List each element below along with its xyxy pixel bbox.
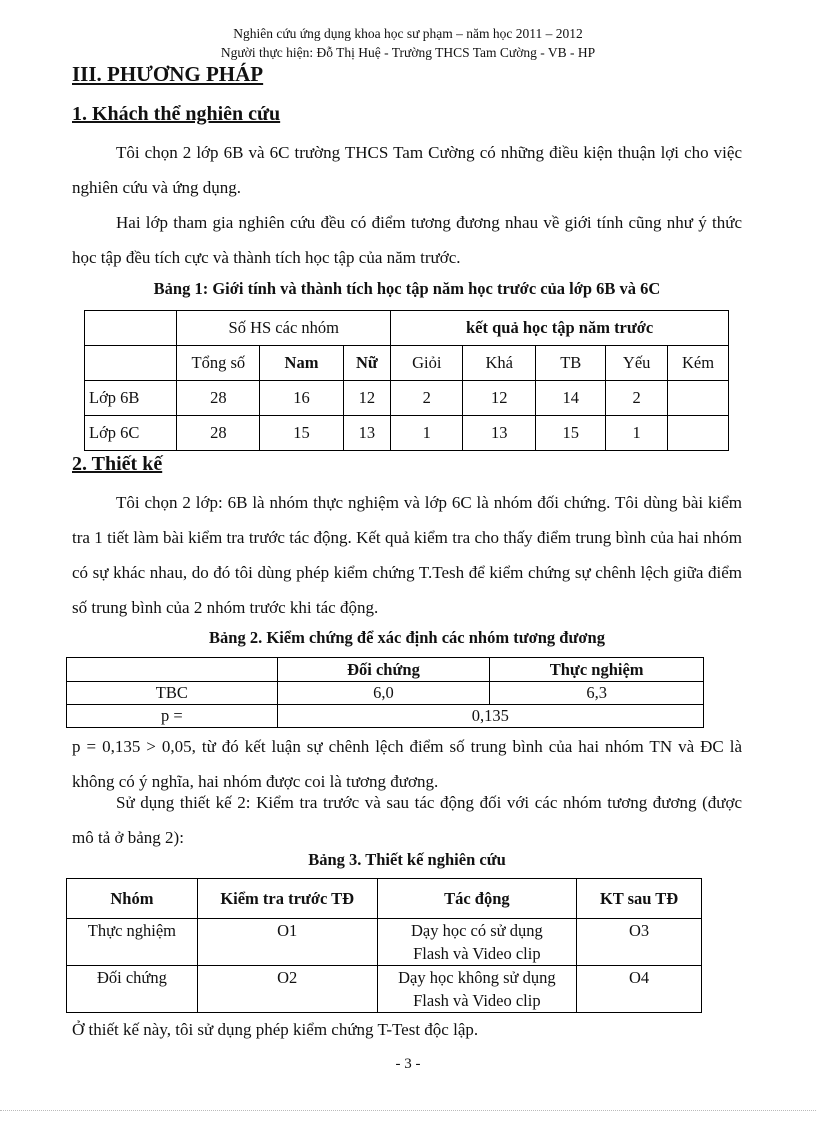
page-number: - 3 - xyxy=(395,1056,421,1072)
table-cell: 0,135 xyxy=(277,705,703,728)
table2-corner-cell xyxy=(67,658,278,682)
table-cell xyxy=(668,381,729,416)
table-cell: O1 xyxy=(197,919,377,966)
table3-col-header: Kiểm tra trước TĐ xyxy=(197,879,377,919)
table-cell: O4 xyxy=(577,966,702,1013)
table2-col-header: Thực nghiệm xyxy=(490,658,704,682)
table-cell: 1 xyxy=(606,416,668,451)
table1-col-header: Giỏi xyxy=(391,346,463,381)
table-1 xyxy=(84,310,729,451)
table3-action-cell xyxy=(377,919,577,966)
table2-caption: Bảng 2. Kiểm chứng để xác định các nhóm tương đương xyxy=(209,628,605,647)
section-title: III. PHƯƠNG PHÁP xyxy=(72,62,264,86)
table-cell: 14 xyxy=(536,381,606,416)
page-bottom-divider xyxy=(0,1110,816,1111)
table1-group-header-2: kết quả học tập năm trước xyxy=(391,311,729,346)
table-row xyxy=(67,705,704,728)
table-cell: 13 xyxy=(343,416,391,451)
table-row xyxy=(67,682,704,705)
table1-row-label: Lớp 6C xyxy=(85,416,177,451)
table-cell: 12 xyxy=(343,381,391,416)
header-line-2: Người thực hiện: Đỗ Thị Huệ - Trường THCS Tam Cường - VB - HP xyxy=(220,45,596,60)
table1-col-header: Khá xyxy=(463,346,536,381)
header-line-1: Nghiên cứu ứng dụng khoa học sư phạm – năm học 2011 – 2012 xyxy=(233,26,583,41)
table3-caption: Bảng 3. Thiết kế nghiên cứu xyxy=(308,850,506,869)
table1-empty-cell xyxy=(85,346,177,381)
table-row xyxy=(85,416,729,451)
table3-action-line: Flash và Video clip xyxy=(413,991,541,1010)
table-cell: 12 xyxy=(463,381,536,416)
table3-group-cell: Đối chứng xyxy=(67,966,198,1013)
table-cell: 28 xyxy=(177,416,260,451)
table1-col-header: Kém xyxy=(668,346,729,381)
table-cell: 13 xyxy=(463,416,536,451)
closing-paragraph: Ở thiết kế này, tôi sử dụng phép kiểm chứng T-Test độc lập. xyxy=(72,1020,479,1039)
table-cell: O3 xyxy=(577,919,702,966)
table-cell: 6,3 xyxy=(490,682,704,705)
subsection-1-title: 1. Khách thể nghiên cứu xyxy=(72,103,281,125)
sub1-paragraph-1: Tôi chọn 2 lớp 6B và 6C trường THCS Tam Cường có những điều kiện thuận lợi cho việc nghiên cứu và ứng dụng. xyxy=(72,143,742,197)
table-3 xyxy=(66,878,702,1013)
page-header xyxy=(0,24,816,62)
table2-row-label: p = xyxy=(67,705,278,728)
table1-group-header-1: Số HS các nhóm xyxy=(177,311,391,346)
table3-group-cell: Thực nghiệm xyxy=(67,919,198,966)
table-cell: 16 xyxy=(260,381,343,416)
table-row xyxy=(67,919,702,966)
table2-col-header: Đối chứng xyxy=(277,658,490,682)
table1-col-header: Nữ xyxy=(343,346,391,381)
table3-action-cell xyxy=(377,966,577,1013)
table3-action-line: Flash và Video clip xyxy=(413,944,541,963)
table1-corner-cell xyxy=(85,311,177,346)
sub1-paragraph-2: Hai lớp tham gia nghiên cứu đều có điểm tương đương nhau về giới tính cũng như ý thức học tập đều tích cực và thành tích học tập của năm trước. xyxy=(72,213,742,267)
sub2-paragraph-1: Tôi chọn 2 lớp: 6B là nhóm thực nghiệm và lớp 6C là nhóm đối chứng. Tôi dùng bài kiểm tra 1 tiết làm bài kiểm tra trước tác động. Kết quả kiểm tra cho thấy điểm trung bình của hai nhóm có sự khác nhau, do đó tôi dùng phép kiểm chứng T.Tesh để kiểm chứng sự chênh lệch giữa điểm số trung bình của 2 nhóm trước khi tác động. xyxy=(72,493,742,617)
table-cell: 2 xyxy=(391,381,463,416)
table-cell xyxy=(668,416,729,451)
table-cell: 6,0 xyxy=(277,682,490,705)
table1-col-header: TB xyxy=(536,346,606,381)
table3-col-header: KT sau TĐ xyxy=(577,879,702,919)
table3-action-line: Dạy học có sử dụng xyxy=(410,921,543,940)
table1-col-header: Tổng số xyxy=(177,346,260,381)
table-cell: 28 xyxy=(177,381,260,416)
result-paragraph: p = 0,135 > 0,05, từ đó kết luận sự chênh lệch điểm số trung bình của hai nhóm TN và ĐC là không có ý nghĩa, hai nhóm được coi là tương đương. xyxy=(72,737,742,791)
table-cell: 15 xyxy=(260,416,343,451)
table1-col-header: Nam xyxy=(260,346,343,381)
table-cell: 2 xyxy=(606,381,668,416)
table-cell: O2 xyxy=(197,966,377,1013)
table3-col-header: Nhóm xyxy=(67,879,198,919)
table2-row-label: TBC xyxy=(67,682,278,705)
table-2 xyxy=(66,657,704,728)
table3-col-header: Tác động xyxy=(377,879,577,919)
table1-caption: Bảng 1: Giới tính và thành tích học tập năm học trước của lớp 6B và 6C xyxy=(153,279,661,298)
table-row xyxy=(85,381,729,416)
table-row xyxy=(67,966,702,1013)
table-cell: 1 xyxy=(391,416,463,451)
table1-col-header: Yếu xyxy=(606,346,668,381)
table1-row-label: Lớp 6B xyxy=(85,381,177,416)
table-cell: 15 xyxy=(536,416,606,451)
table3-action-line: Dạy học không sử dụng xyxy=(398,968,556,987)
design-paragraph: Sử dụng thiết kế 2: Kiểm tra trước và sau tác động đối với các nhóm tương đương (được mô tả ở bảng 2): xyxy=(72,793,742,847)
subsection-2-title: 2. Thiết kế xyxy=(72,453,163,475)
